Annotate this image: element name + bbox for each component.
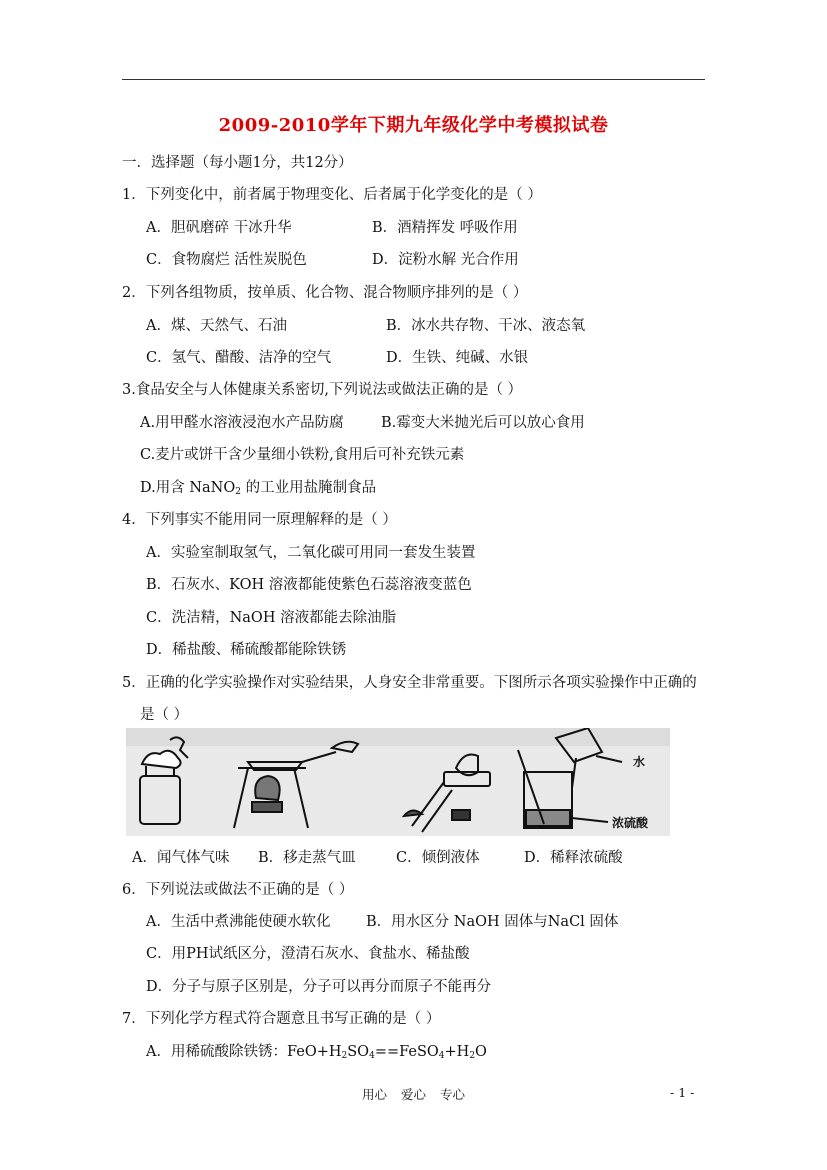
- q4-option-c: C．洗洁精，NaOH 溶液都能去除油脂: [146, 610, 397, 626]
- section-heading: 一．选择题（每小题1分，共12分）: [122, 155, 353, 171]
- q2-stem: 2．下列各组物质，按单质、化合物、混合物顺序排列的是（ ）: [122, 285, 528, 301]
- q3-option-c: C.麦片或饼干含少量细小铁粉,食用后可补充铁元素: [140, 447, 465, 463]
- q6-option-a: A．生活中煮沸能使硬水软化: [146, 914, 331, 930]
- water-label: 水: [633, 755, 646, 769]
- q6-stem: 6．下列说法或做法不正确的是（ ）: [122, 882, 354, 898]
- q3-stem: 3.食品安全与人体健康关系密切,下列说法或做法正确的是（ ）: [122, 382, 523, 398]
- q5-stem-continued: 是（ ）: [140, 707, 189, 723]
- q4-option-a: A．实验室制取氢气，二氧化碳可用同一套发生装置: [146, 545, 476, 561]
- q1-option-d: D．淀粉水解 光合作用: [372, 252, 519, 268]
- q2-option-d: D．生铁、纯碱、水银: [386, 350, 529, 366]
- q5-option-b: B．移走蒸气皿: [258, 850, 356, 866]
- q5-stem: 5．正确的化学实验操作对实验结果，人身安全非常重要。下图所示各项实验操作中正确的: [122, 675, 697, 691]
- lab-operations-figure: [126, 728, 670, 836]
- q7-stem: 7．下列化学方程式符合题意且书写正确的是（ ）: [122, 1011, 441, 1027]
- q2-option-b: B．冰水共存物、干冰、液态氧: [386, 318, 586, 334]
- q4-option-d: D．稀盐酸、稀硫酸都能除铁锈: [146, 642, 347, 658]
- exam-title: 2009-2010学年下期九年级化学中考模拟试卷: [218, 115, 609, 136]
- q2-option-c: C．氢气、醋酸、洁净的空气: [146, 350, 332, 366]
- page-number: - 1 -: [670, 1085, 695, 1100]
- q3-option-b: B.霉变大米抛光后可以放心食用: [381, 415, 585, 431]
- q6-option-d: D．分子与原子区别是，分子可以再分而原子不能再分: [146, 979, 492, 995]
- header-rule: [122, 79, 705, 80]
- q1-stem: 1．下列变化中，前者属于物理变化、后者属于化学变化的是（ ）: [122, 187, 542, 203]
- q1-option-a: A．胆矾磨碎 干冰升华: [146, 220, 292, 236]
- q5-option-a: A．闻气体气味: [132, 850, 230, 866]
- q2-option-a: A．煤、天然气、石油: [146, 318, 287, 334]
- q3-option-a: A.用甲醛水溶液浸泡水产品防腐: [140, 415, 344, 431]
- q4-stem: 4．下列事实不能用同一原理解释的是（ ）: [122, 512, 397, 528]
- q1-option-b: B．酒精挥发 呼吸作用: [372, 220, 518, 236]
- q7-option-a: A．用稀硫酸除铁锈：$FeO+H_2SO_4==FeSO_4+H_2O$: [146, 1044, 487, 1061]
- q4-option-b: B．石灰水、KOH 溶液都能使紫色石蕊溶液变蓝色: [146, 577, 472, 593]
- q3-option-d: D.用含 NaNO$_2$ 的工业用盐腌制食品: [140, 480, 377, 497]
- concentrated-acid-label: 浓硫酸: [612, 816, 649, 830]
- q6-option-c: C．用PH试纸区分，澄清石灰水、食盐水、稀盐酸: [146, 946, 470, 962]
- q1-option-c: C．食物腐烂 活性炭脱色: [146, 252, 307, 268]
- q5-option-d: D．稀释浓硫酸: [524, 850, 623, 866]
- q5-option-c: C．倾倒液体: [396, 850, 480, 866]
- page-footer: 用心 爱心 专心: [362, 1087, 465, 1102]
- q6-option-b: B．用水区分 NaOH 固体与NaCl 固体: [366, 914, 619, 930]
